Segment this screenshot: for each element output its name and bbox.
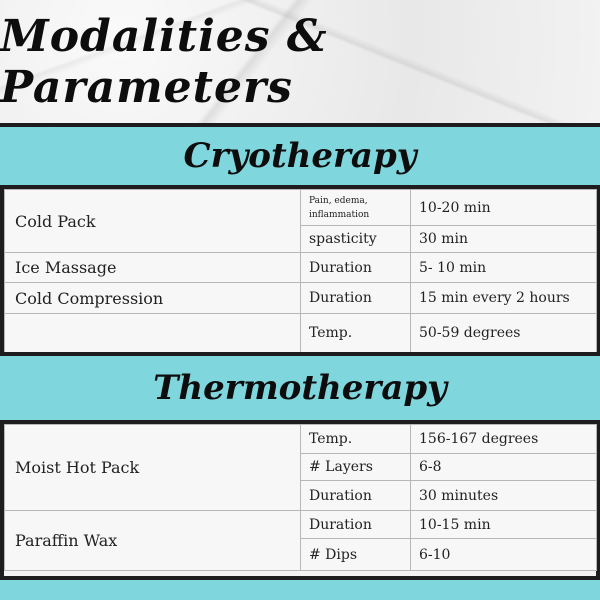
value-cell: 10-20 min <box>411 190 597 226</box>
parameter-cell: Duration <box>301 511 411 539</box>
parameter-cell: Duration <box>301 253 411 283</box>
thermotherapy-header <box>0 352 600 424</box>
parameter-cell: Duration <box>301 481 411 511</box>
value-cell: 15 min every 2 hours <box>411 283 597 314</box>
parameter-cell: spasticity <box>301 226 411 253</box>
table-row <box>5 190 597 226</box>
cryotherapy-heading: Cryotherapy <box>183 136 417 176</box>
value-cell: 6-8 <box>411 454 597 481</box>
modality-cell <box>5 314 301 353</box>
table-row <box>5 425 597 454</box>
parameter-cell: # Layers <box>301 454 411 481</box>
value-cell: 5- 10 min <box>411 253 597 283</box>
parameter-cell: Temp. <box>301 425 411 454</box>
table-row <box>5 283 597 314</box>
cryotherapy-header <box>0 123 600 189</box>
modality-cell: Cold Compression <box>5 283 301 314</box>
parameter-cell: Pain, edema, inflammation <box>301 190 411 226</box>
cryotherapy-table <box>4 189 597 353</box>
parameter-cell: Duration <box>301 283 411 314</box>
value-cell: 50-59 degrees <box>411 314 597 353</box>
table-row <box>5 511 597 539</box>
table-row <box>5 314 597 353</box>
page-title: Modalities & Parameters <box>0 10 328 113</box>
next-section-header <box>0 576 600 600</box>
value-cell: 30 minutes <box>411 481 597 511</box>
modality-cell: Paraffin Wax <box>5 511 301 571</box>
modality-cell: Cold Pack <box>5 190 301 253</box>
thermotherapy-table <box>4 424 597 571</box>
value-cell: 30 min <box>411 226 597 253</box>
parameter-cell: Temp. <box>301 314 411 353</box>
modality-cell: Ice Massage <box>5 253 301 283</box>
value-cell: 156-167 degrees <box>411 425 597 454</box>
value-cell: 10-15 min <box>411 511 597 539</box>
modality-cell: Moist Hot Pack <box>5 425 301 511</box>
thermotherapy-heading: Thermotherapy <box>153 368 447 408</box>
value-cell: 6-10 <box>411 539 597 571</box>
table-row <box>5 253 597 283</box>
title-banner <box>0 0 600 123</box>
parameter-cell: # Dips <box>301 539 411 571</box>
